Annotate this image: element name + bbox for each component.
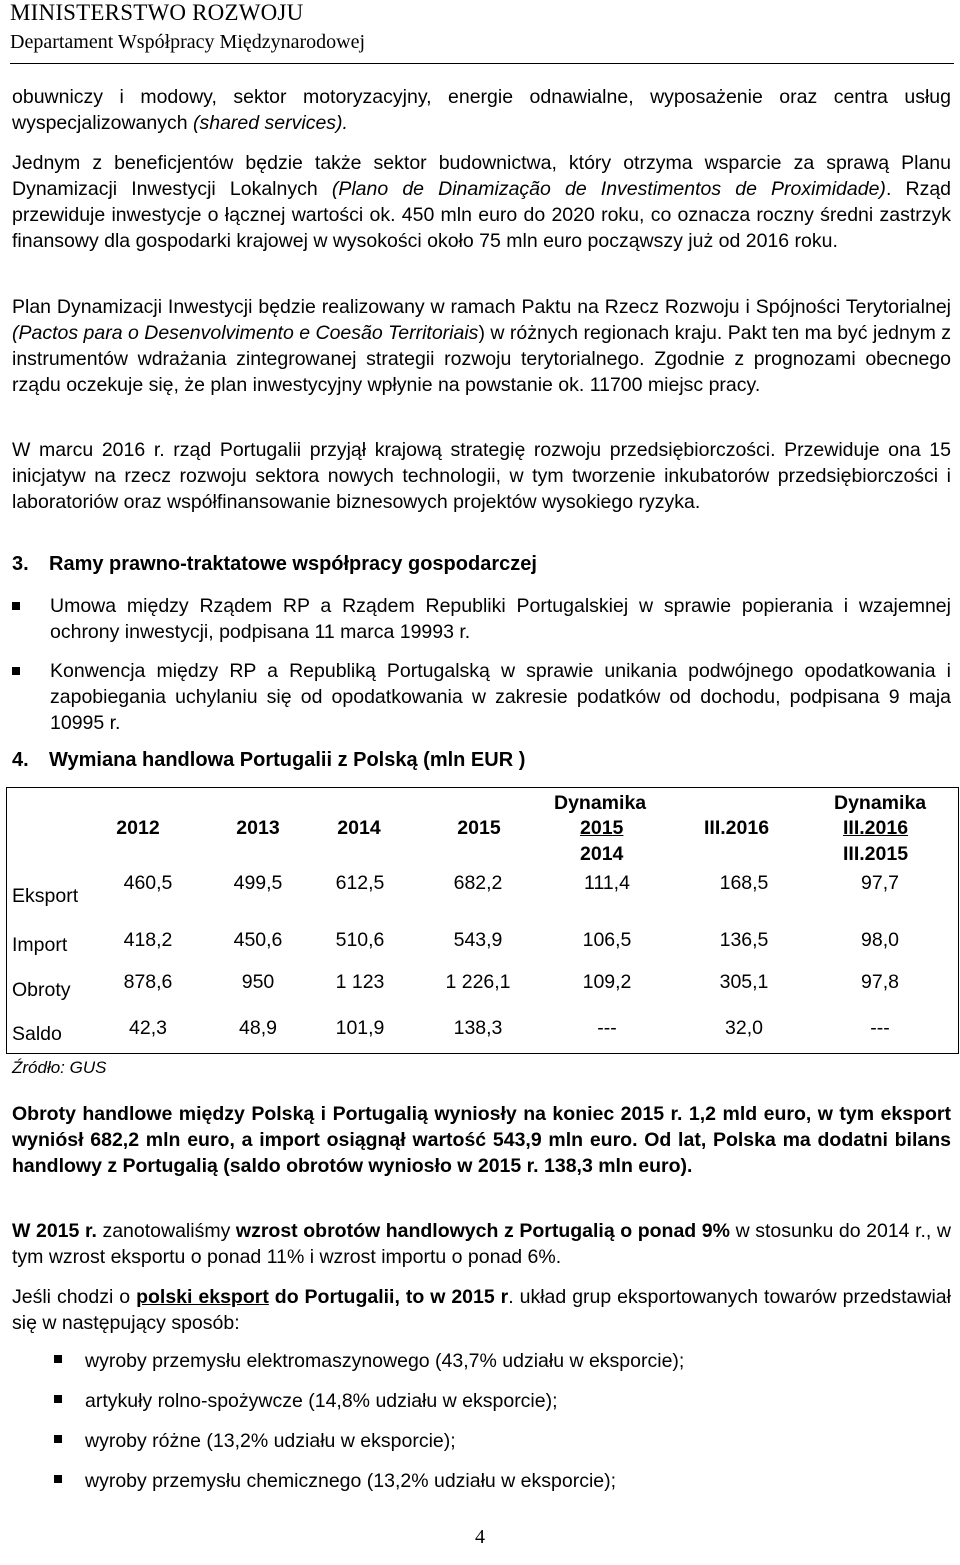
square-bullet-icon [54,1355,62,1363]
growth-highlight: wzrost obrotów handlowych z Portugalią o ponad 9% [235,1220,730,1242]
table-source: Źródło: GUS [12,1058,107,1077]
table-cell: 97,7 [861,872,899,894]
table-cell: 612,5 [335,872,385,894]
export-bold: do Portugalii, to w 2015 r [268,1286,509,1308]
table-cell: 418,2 [123,929,173,951]
table-cell: 111,4 [584,872,630,894]
table-cell: --- [870,1017,890,1039]
export-paragraph [12,1284,951,1336]
table-cell: 1 123 [335,971,385,993]
table-cell: 1 226,1 [445,971,511,993]
square-bullet-icon [54,1475,62,1483]
section-4-title: Wymiana handlowa Portugalii z Polską (mln EUR ) [49,749,526,771]
export-item-1 [12,1348,951,1374]
export-item-4 [12,1468,951,1494]
treaty-item-1-text: Umowa między Rządem RP a Rządem Republiki Portugalskiej w sprawie popierania i wzajemnej ochrony inwestycji, podpisana 11 marca 19993 r. [50,595,951,643]
table-cell: 305,1 [719,971,769,993]
export-item-3 [12,1428,951,1454]
dynamika-2-numerator: III.2016 [843,817,909,839]
paragraph-3 [12,294,951,398]
growth-year: W 2015 r. [12,1220,97,1242]
export-text-end: . układ grup eksportowanych towarów przedstawiał się w następujący sposób: [12,1286,951,1334]
paragraph-1 [12,84,951,136]
table-cell: 101,9 [335,1017,385,1039]
treaty-item-1 [12,593,951,645]
paragraph-4: W marcu 2016 r. rząd Portugalii przyjął krajową strategię rozwoju przedsiębiorczości. Przewiduje ona 15 inicjatyw na rzecz rozwoju sektora nowych technologii, w tym tworzenie inkubatorów przedsiębiorczości i laboratoriów oraz współfinansowanie biznesowych projektów wysokiego ryzyka. [12,439,951,513]
table-cell: 450,6 [233,929,283,951]
section-3-number: 3. [12,553,29,575]
row-label-saldo: Saldo [12,1023,62,1045]
table-cell: 460,5 [123,872,173,894]
paragraph-2 [12,150,951,254]
paragraph-1-text: obuwniczy i modowy, sektor motoryzacyjny, energie odnawialne, wyposażenie oraz centra usług wyspecjalizowanych [12,86,951,134]
export-item-2 [12,1388,951,1414]
iii-2016-header: III.2016 [704,817,770,839]
export-item-2-text: artykuły rolno-spożywcze (14,8% udziału w eksporcie); [85,1390,558,1412]
table-cell: 950 [241,971,275,993]
square-bullet-icon [54,1435,62,1443]
trade-summary: Obroty handlowe między Polską i Portugalią wyniosły na koniec 2015 r. 1,2 mld euro, w tym eksport wyniósł 682,2 mln euro, a import osiągnął wartość 543,9 mln euro. Od lat, Polska ma dodatni bilans handlowy z Portugalią (saldo obrotów wyniosło w 2015 r. 138,3 mln euro). [12,1103,951,1177]
table-cell: 543,9 [453,929,503,951]
row-label-eksport: Eksport [12,885,79,907]
paragraph-3-text-end: ) w różnych regionach kraju. Pakt ten ma być jednym z instrumentów wdrażania zintegrowanej strategii rozwoju terytorialnego. Zgodnie z prognozami obecnego rządu oczekuje się, że plan inwestycyjny wpłynie na powstanie ok. 11700 miejsc pracy. [12,322,951,396]
row-label-import: Import [12,934,68,956]
table-cell: 98,0 [861,929,899,951]
table-cell: --- [597,1017,617,1039]
growth-text: zanotowaliśmy [96,1220,236,1242]
paragraph-3-text: Plan Dynamizacji Inwestycji będzie realizowany w ramach Paktu na Rzecz Rozwoju i Spójności Terytorialnej [12,296,951,318]
section-4-number: 4. [12,749,29,771]
growth-paragraph [12,1218,951,1270]
paragraph-3-italic: (Pactos para o Desenvolvimento e Coesão Territoriais [12,322,479,344]
square-bullet-icon [54,1395,62,1403]
table-cell: 168,5 [719,872,769,894]
square-bullet-icon [12,602,20,610]
export-item-3-text: wyroby różne (13,2% udziału w eksporcie); [85,1430,456,1452]
dynamika-1-numerator: 2015 [580,817,624,839]
table-cell: 136,5 [719,929,769,951]
section-3-heading [12,553,537,576]
year-header-2015: 2015 [457,817,501,839]
table-cell: 138,3 [453,1017,503,1039]
dynamika-header-2: Dynamika [834,792,927,814]
table-cell: 682,2 [453,872,503,894]
growth-text-end: w stosunku do 2014 r., w tym wzrost eksportu o ponad 11% i wzrost importu o ponad 6%. [12,1220,952,1268]
table-cell: 48,9 [239,1017,277,1039]
section-4-heading [12,749,525,772]
table-cell: 32,0 [725,1017,763,1039]
page-number: 4 [475,1526,485,1548]
row-label-obroty: Obroty [12,979,71,1001]
table-cell: 510,6 [335,929,385,951]
paragraph-2-text: Jednym z beneficjentów będzie także sektor budownictwa, który otrzyma wsparcie za sprawą Planu Dynamizacji Inwestycji Lokalnych [12,152,951,200]
treaty-item-2-text: Konwencja między RP a Republiką Portugalską w sprawie unikania podwójnego opodatkowania i zapobiegania uchylaniu się od opodatkowania w zakresie podatków od dochodu, podpisana 9 maja 10995 r. [50,660,951,734]
treaty-item-2 [12,658,951,736]
table-cell: 878,6 [123,971,173,993]
year-header-2012: 2012 [116,817,160,839]
table-cell: 499,5 [233,872,283,894]
paragraph-1-italic: (shared services). [193,112,348,134]
ministry-name: MINISTERSTWO ROZWOJU [10,0,304,25]
dynamika-header-1: Dynamika [554,792,647,814]
department-name: Departament Współpracy Międzynarodowej [10,31,366,53]
table-cell: 109,2 [582,971,632,993]
square-bullet-icon [12,667,20,675]
paragraph-2-italic: (Plano de Dinamização de Investimentos de Proximidade) [331,178,886,200]
dynamika-2-denominator: III.2015 [843,843,909,865]
paragraph-2-text-end: . Rząd przewiduje inwestycje o łącznej wartości ok. 450 mln euro do 2020 roku, co oznacza roczny średni zastrzyk finansowy dla gospodarki krajowej w wysokości około 75 mln euro począwszy już od 2016 roku. [12,178,952,252]
export-text: Jeśli chodzi o [12,1286,137,1308]
trade-table [6,787,960,1055]
header-rule [10,63,954,64]
export-item-4-text: wyroby przemysłu chemicznego (13,2% udziału w eksporcie); [85,1470,617,1492]
export-polish-export: polski eksport [136,1286,269,1308]
table-cell: 97,8 [861,971,899,993]
year-header-2014: 2014 [337,817,381,839]
table-cell: 106,5 [582,929,632,951]
table-cell: 42,3 [129,1017,167,1039]
export-item-1-text: wyroby przemysłu elektromaszynowego (43,7% udziału w eksporcie); [85,1350,685,1372]
dynamika-1-denominator: 2014 [580,843,624,865]
year-header-2013: 2013 [236,817,280,839]
section-3-title: Ramy prawno-traktatowe współpracy gospodarczej [49,553,537,575]
